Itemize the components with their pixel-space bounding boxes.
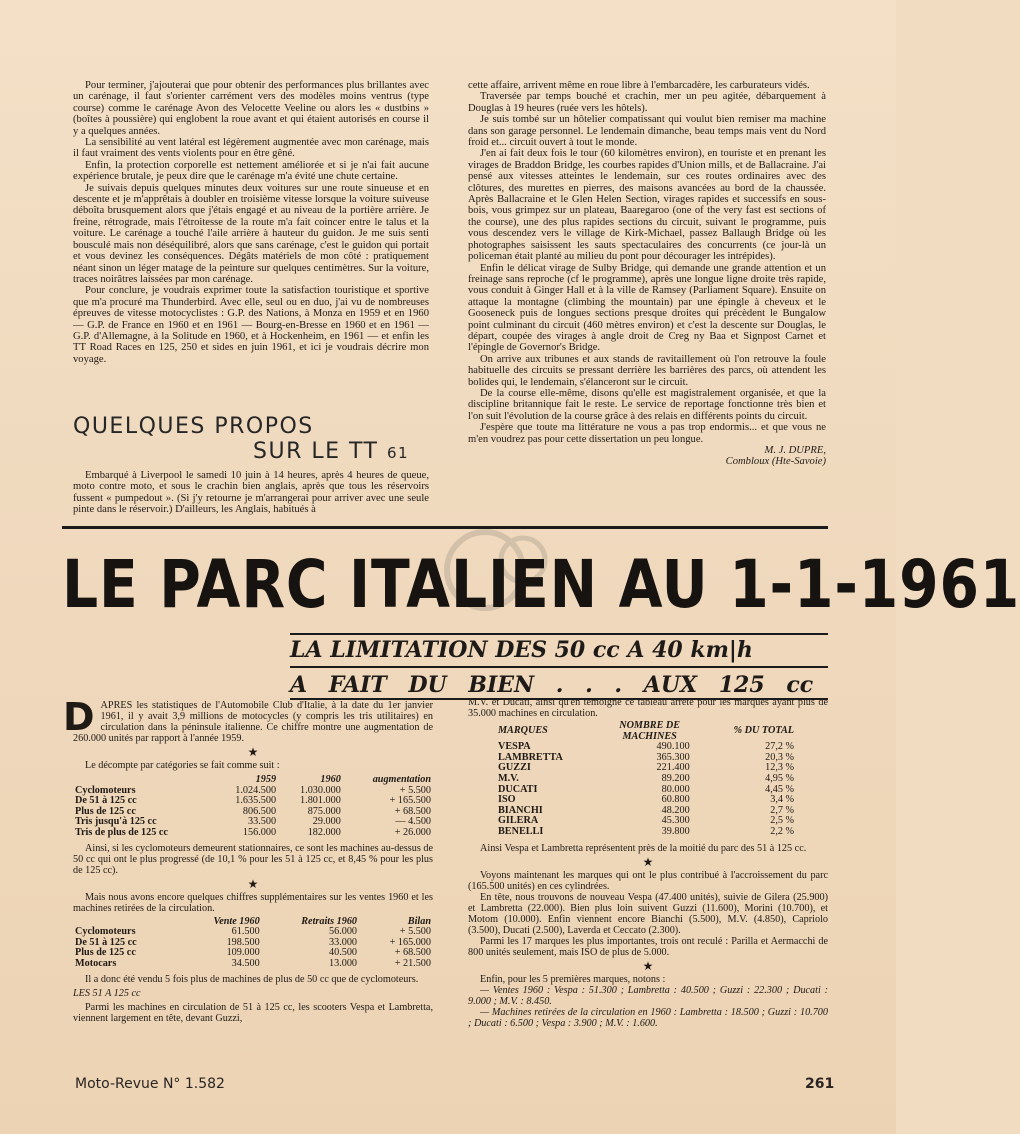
paragraph: La sensibilité au vent latéral est légèrement augmentée avec mon carénage, mais il faut vraiment des vents violents pour en être gêné. [73, 137, 429, 160]
table-cell: 1.024.500 [235, 784, 277, 796]
table-cell: 33.500 [248, 816, 277, 828]
section-title-text: SUR LE TT [253, 439, 379, 464]
table-cell: De 51 à 125 cc [75, 795, 137, 807]
table-cell: 1.635.500 [235, 795, 277, 807]
star-separator: ★ [247, 745, 259, 759]
propos-body [73, 470, 429, 516]
table-row [73, 828, 433, 839]
table-cell: 221.400 [656, 762, 690, 774]
paragraph: Ainsi Vespa et Lambretta représentent près de la moitié du parc des 51 à 125 cc. [480, 842, 807, 854]
divider [290, 666, 828, 668]
paragraph: J'espère que toute ma littérature ne vous a pas trop endormis... et que vous ne m'en voudrez pas pour cette dissertation un peu longue. [468, 422, 826, 445]
section-title-line2 [253, 439, 429, 464]
table-cell: 198.500 [226, 936, 260, 948]
table-cell: 60.800 [661, 794, 690, 806]
divider [290, 633, 828, 635]
table-cell: 109.000 [226, 947, 260, 959]
table-cell: 156.000 [242, 826, 277, 838]
table-header [73, 775, 213, 786]
headline: LE PARC ITALIEN AU 1-1-1961 [62, 546, 1020, 623]
table-cell: GUZZI [498, 762, 531, 774]
table-cell: Tris de plus de 125 cc [75, 826, 168, 838]
table-row [73, 959, 433, 970]
paragraph: Ainsi, si les cyclomoteurs demeurent stationnaires, ce sont les machines au-dessus de 50 cc qui ont le plus progressé (de 10,1 % pour les 51 à 125 cc, et 8,45 % pour les plus de 125 cc). [73, 842, 433, 876]
table-header-row [496, 721, 796, 742]
paragraph: Pour terminer, j'ajouterai que pour obtenir des performances plus brillantes avec un carénage, il faut s'orienter carrément vers des modèles moins ventrus (type course) comme le carénage Avon des Velocette Veeline ou alors les « dustbins » (boîtes à poussière) qui englobent la roue avant et qui étaient autorisés en course il y a quelques années. [73, 80, 429, 137]
section-title [73, 414, 429, 464]
subheadline-line2: A FAIT DU BIEN . . . AUX 125 cc [290, 672, 814, 698]
intro-text: APRES les statistiques de l'Automobile Club d'Italie, à la date du 1er janvier 1961, il y avait 3,9 millions de motocycles (y compris les tris utilitaires) en circulation dans la péninsule italienne. Ce chiffre montre une augmentation de 260.000 unités par rapport à l'année 1959. [73, 700, 433, 744]
paragraph: Il a donc été vendu 5 fois plus de machines de plus de 50 cc que de cyclomoteurs. [85, 973, 419, 985]
paragraph: Voyons maintenant les marques qui ont le plus contribué à l'accroissement du parc (165.500 unités) en ces cylindrées. [468, 869, 828, 892]
section-title-line1: QUELQUES PROPOS [73, 414, 314, 439]
table-header: 1960 [320, 774, 341, 785]
table-row [496, 763, 796, 774]
table-cell: 34.500 [231, 957, 260, 969]
paragraph: De la course elle-même, disons qu'elle est magistralement organisée, et que la discipline britannique fait le reste. Le service de reportage fonctionne très bien et l'on suit l'évolution de la course grâce à des relais en différents points du circuit. [468, 387, 826, 422]
table-header: Vente 1960 [213, 915, 260, 927]
table-cell: Cyclomoteurs [75, 926, 136, 938]
table-cell: + 21.500 [394, 957, 431, 969]
table-cell: 3,4 % [770, 794, 794, 806]
table-header: 1959 [255, 774, 277, 785]
category-table [73, 775, 433, 839]
table-cell: 33.000 [329, 936, 358, 948]
table-cell: 1.801.000 [300, 795, 341, 807]
table-cell: BENELLI [498, 825, 544, 837]
page-number: 261 [805, 1076, 835, 1092]
table-cell: — 4.500 [395, 816, 431, 828]
star-separator: ★ [642, 958, 654, 973]
table-cell: 29.000 [312, 816, 341, 828]
table-row [496, 785, 796, 796]
table-cell: 56.000 [329, 926, 358, 938]
table-cell: 182.000 [307, 826, 341, 838]
table-cell: + 5.500 [399, 784, 431, 796]
table-header: Retraits 1960 [301, 915, 358, 927]
author-location: Combloux (Hte-Savoie) [725, 456, 826, 468]
table-cell: ISO [498, 794, 516, 806]
table-cell: M.V. [498, 772, 519, 784]
table-cell: 13.000 [329, 957, 358, 969]
paragraph: M.V. et Ducati, ainsi qu'en témoigne ce tableau arrêté pour les marques ayant plus de 35.000 machines en circulation. [468, 697, 828, 719]
table-cell: 365.300 [656, 751, 690, 763]
footer-magazine: Moto-Revue N° 1.582 [75, 1076, 225, 1092]
table-cell: 89.200 [661, 772, 690, 784]
author-signature: M. J. DUPRE, [764, 445, 826, 456]
paragraph: Enfin, pour les 5 premières marques, notons : [480, 973, 666, 985]
bottom-column-right [468, 697, 828, 1029]
table-row [496, 753, 796, 764]
table-row [496, 806, 796, 817]
paragraph: Pour conclure, je voudrais exprimer toute la satisfaction touristique et sportive que m'a procuré ma Thunderbird. Avec elle, seul ou en duo, j'ai vu de nombreuses épreuves de vitesse motocyclistes : G.P. des Nations, à Monza en 1959 et en 1960 — G.P. de France en 1960 et en 1961 — Bourg-en-Bresse en 1960 et en 1961 — G.P. d'Allemagne, à la Solitude en 1960, et à Hockenheim, en 1961 — et enfin les TT Road Races en 125, 250 et sides en juin 1961, et ici je voudrais décrire mon voyage. [73, 285, 429, 365]
brands-table [496, 721, 796, 838]
table-cell: Plus de 125 cc [75, 805, 136, 817]
table-cell: 48.200 [661, 804, 690, 816]
paragraph: Mais nous avons encore quelques chiffres supplémentaires sur les ventes 1960 et les machines retirées de la circulation. [73, 891, 433, 914]
top-column-right [468, 80, 826, 468]
table-header: % DU TOTAL [733, 725, 794, 737]
paragraph: Parmi les machines en circulation de 51 à 125 cc, les scooters Vespa et Lambretta, viennent largement en tête, devant Guzzi, [73, 1001, 433, 1024]
table-cell: 20,3 % [765, 751, 794, 763]
paragraph: Je suis tombé sur un hôtelier compatissant qui voulut bien remiser ma machine dans son garage personnel. Le lendemain dimanche, beau temps mais vent du Nord froid et... circuit ouvert à tout le monde. [468, 114, 826, 149]
table-cell: + 68.500 [394, 805, 431, 817]
table-cell: Cyclomoteurs [75, 784, 136, 796]
top-column-left [73, 80, 429, 365]
table-cell: 4,45 % [765, 783, 794, 795]
subheadline-line1: LA LIMITATION DES 50 cc A 40 km|h [290, 637, 753, 663]
table-header: MARQUES [498, 725, 548, 737]
paragraph: — Ventes 1960 : Vespa : 51.300 ; Lambretta : 40.500 ; Guzzi : 22.300 ; Ducati : 9.000 ; M.V. : 8.450. [468, 984, 828, 1007]
table-cell: 2,5 % [770, 815, 794, 827]
table-cell: 40.500 [329, 947, 358, 959]
table-cell: + 26.000 [394, 826, 431, 838]
paragraph: Parmi les 17 marques les plus importantes, trois ont reculé : Parilla et Aermacchi de 800 unités seulement, mais ISO de plus de 5.000. [468, 935, 828, 958]
table-cell: GILERA [498, 815, 539, 827]
star-separator: ★ [247, 876, 259, 891]
table-cell: 2,2 % [770, 825, 794, 837]
paragraph: En tête, nous trouvons de nouveau Vespa (47.400 unités), suivie de Gilera (25.900) et Lambretta (22.000). Bien plus loin suivent Guzzi (11.600), Morini (10.700), et Motom (10.000). Enfin viennent encore Bianchi (5.500), M.V. (4.850), Capriolo (3.500), Ducati (2.500), Laverda et Ceccato (2.300). [468, 891, 828, 936]
table-cell: 2,7 % [770, 804, 794, 816]
table-cell: 80.000 [661, 783, 690, 795]
paragraph: Embarqué à Liverpool le samedi 10 juin à 14 heures, après 4 heures de queue, moto contre moto, et sous le crachin bien anglais, après que tous les réservoirs fussent « pumpedout ». (Si j'y retourne je m'arrangerai pour arriver avec une seule pinte dans le réservoir.) D'ailleurs, les Anglais, habitués à [73, 470, 429, 516]
table-cell: DUCATI [498, 783, 538, 795]
table-cell: + 5.500 [399, 926, 431, 938]
table-header: Bilan [407, 915, 431, 927]
star-separator: ★ [642, 854, 654, 869]
paragraph: On arrive aux tribunes et aux stands de ravitaillement où l'on retrouve la foule habituelle des circuits se pressant derrière les barrières des parcs, où attendent les bolides qui, le lendemain, s'élanceront sur le circuit. [468, 353, 826, 388]
subsection-label: LES 51 A 125 cc [73, 987, 141, 999]
table-header: NOMBRE DE MACHINES [619, 720, 681, 742]
paragraph: Traversée par temps bouché et crachin, mer un peu agitée, débarquement à Douglas à 19 heures (ruée vers les hôtels). [468, 91, 826, 114]
paragraph: cette affaire, arrivent même en roue libre à l'embarcadère, les carburateurs vidés. [468, 80, 810, 91]
table-cell: LAMBRETTA [498, 751, 563, 763]
table-cell: BIANCHI [498, 804, 543, 816]
table-cell: 806.500 [242, 805, 277, 817]
section-title-number: 61 [387, 444, 410, 462]
table-cell: Plus de 125 cc [75, 947, 136, 959]
table-cell: 875.000 [307, 805, 341, 817]
table-header-row [73, 775, 433, 786]
sales-table [73, 917, 433, 970]
paragraph: Enfin, la protection corporelle est nettement améliorée et si je n'ai fait aucune expérience brutale, je peux dire que le carénage m'a évité une chute certaine. [73, 159, 429, 183]
table-header: augmentation [372, 774, 431, 785]
bottom-column-left [63, 695, 433, 1024]
paragraph: Le décompte par catégories se fait comme suit : [85, 760, 280, 771]
table-row [496, 774, 796, 785]
table-cell: 12,3 % [765, 762, 794, 774]
table-cell: + 165.000 [389, 936, 431, 948]
paragraph: J'en ai fait deux fois le tour (60 kilomètres environ), en touriste et en prenant les virages de Braddon Bridge, les courbes rapides d'Union mills, et de Ballacraine. J'ai pensé aux vitesses atteintes le lendemain, sur ces routes ordinaires avec des clôtures, des murettes en pierres, des maisons avancées au bord de la chaussée. Après Ballacraine et le Glen Helen Section, virages rapides et successifs en sous-bois, vous grimpez sur un plateau, Baaregaroo (one of the very fast est sections of the course), une des plus rapides sections du circuit, suivant le programme, puis vous descendez vers le village de Kirk-Michael, passez Ballaugh Bridge où les photographes saisissent les sauts spectaculaires des concurrents (ce jour-là un policeman était planté au milieu du pont pour décourager les intrépides). [468, 148, 826, 263]
table-cell: 61.500 [231, 926, 260, 938]
intro-paragraph [63, 695, 433, 744]
paragraph: Je suivais depuis quelques minutes deux voitures sur une route sinueuse et en descente et je m'apprêtais à doubler en troisième vitesse lorsque la voiture suiveuse déboîta brusquement alors que j'étais engagé et au niveau de la portière arrière. Je freine, rétrograde, mais l'étroitesse de la route m'a fait coincer entre le talus et la voiture. Le carénage a touché l'aile arrière à hauteur du guidon. Je me suis senti bousculé mais non déséquilibré, alors que sans carénage, c'est le guidon qui portait et vous devinez les conséquences. Dégâts matériels de mon côté : pratiquement néant sinon un léger matage de la peinture sur quelques centimètres. Sur la voiture, traces noirâtres laissées par mon carénage. [73, 182, 429, 285]
table-cell: + 68.500 [394, 947, 431, 959]
table-cell: 27,2 % [765, 741, 794, 753]
paragraph: — Machines retirées de la circulation en 1960 : Lambretta : 18.500 ; Guzzi : 10.700 ; Ducati : 6.500 ; Vespa : 3.900 ; M.V. : 1.600. [468, 1006, 828, 1029]
table-cell: 490.100 [656, 741, 690, 753]
table-cell: Tris jusqu'à 125 cc [75, 816, 157, 828]
table-cell: 1.030.000 [300, 784, 341, 796]
paragraph: Enfin le délicat virage de Sulby Bridge, qui demande une grande attention et un freinage sans reproche (cf le programme), après une longue ligne droite très rapide, vous conduit à Ginger Hall et à la ville de Ramsey (Parliament Square). Ensuite on attaque la montagne (climbing the mountain) par une épingle à cheveux et le Gooseneck puis de longues sections presque droites qui précèdent le Bungalow point culminant du circuit (460 mètres environ) et c'est la descente sur Douglas, le départ, coupée des virages à angle droit de Creg ny Baa et Signpost Carnet et l'épingle de Governor's Bridge. [468, 262, 826, 354]
table-cell: De 51 à 125 cc [75, 936, 137, 948]
table-cell: VESPA [498, 741, 531, 753]
drop-cap: D [63, 695, 95, 739]
table-cell: Motocars [75, 957, 117, 969]
table-row [496, 827, 796, 838]
table-cell: + 165.500 [389, 795, 431, 807]
table-cell: 45.300 [661, 815, 690, 827]
table-cell: 39.800 [661, 825, 690, 837]
table-cell: 4,95 % [765, 772, 794, 784]
